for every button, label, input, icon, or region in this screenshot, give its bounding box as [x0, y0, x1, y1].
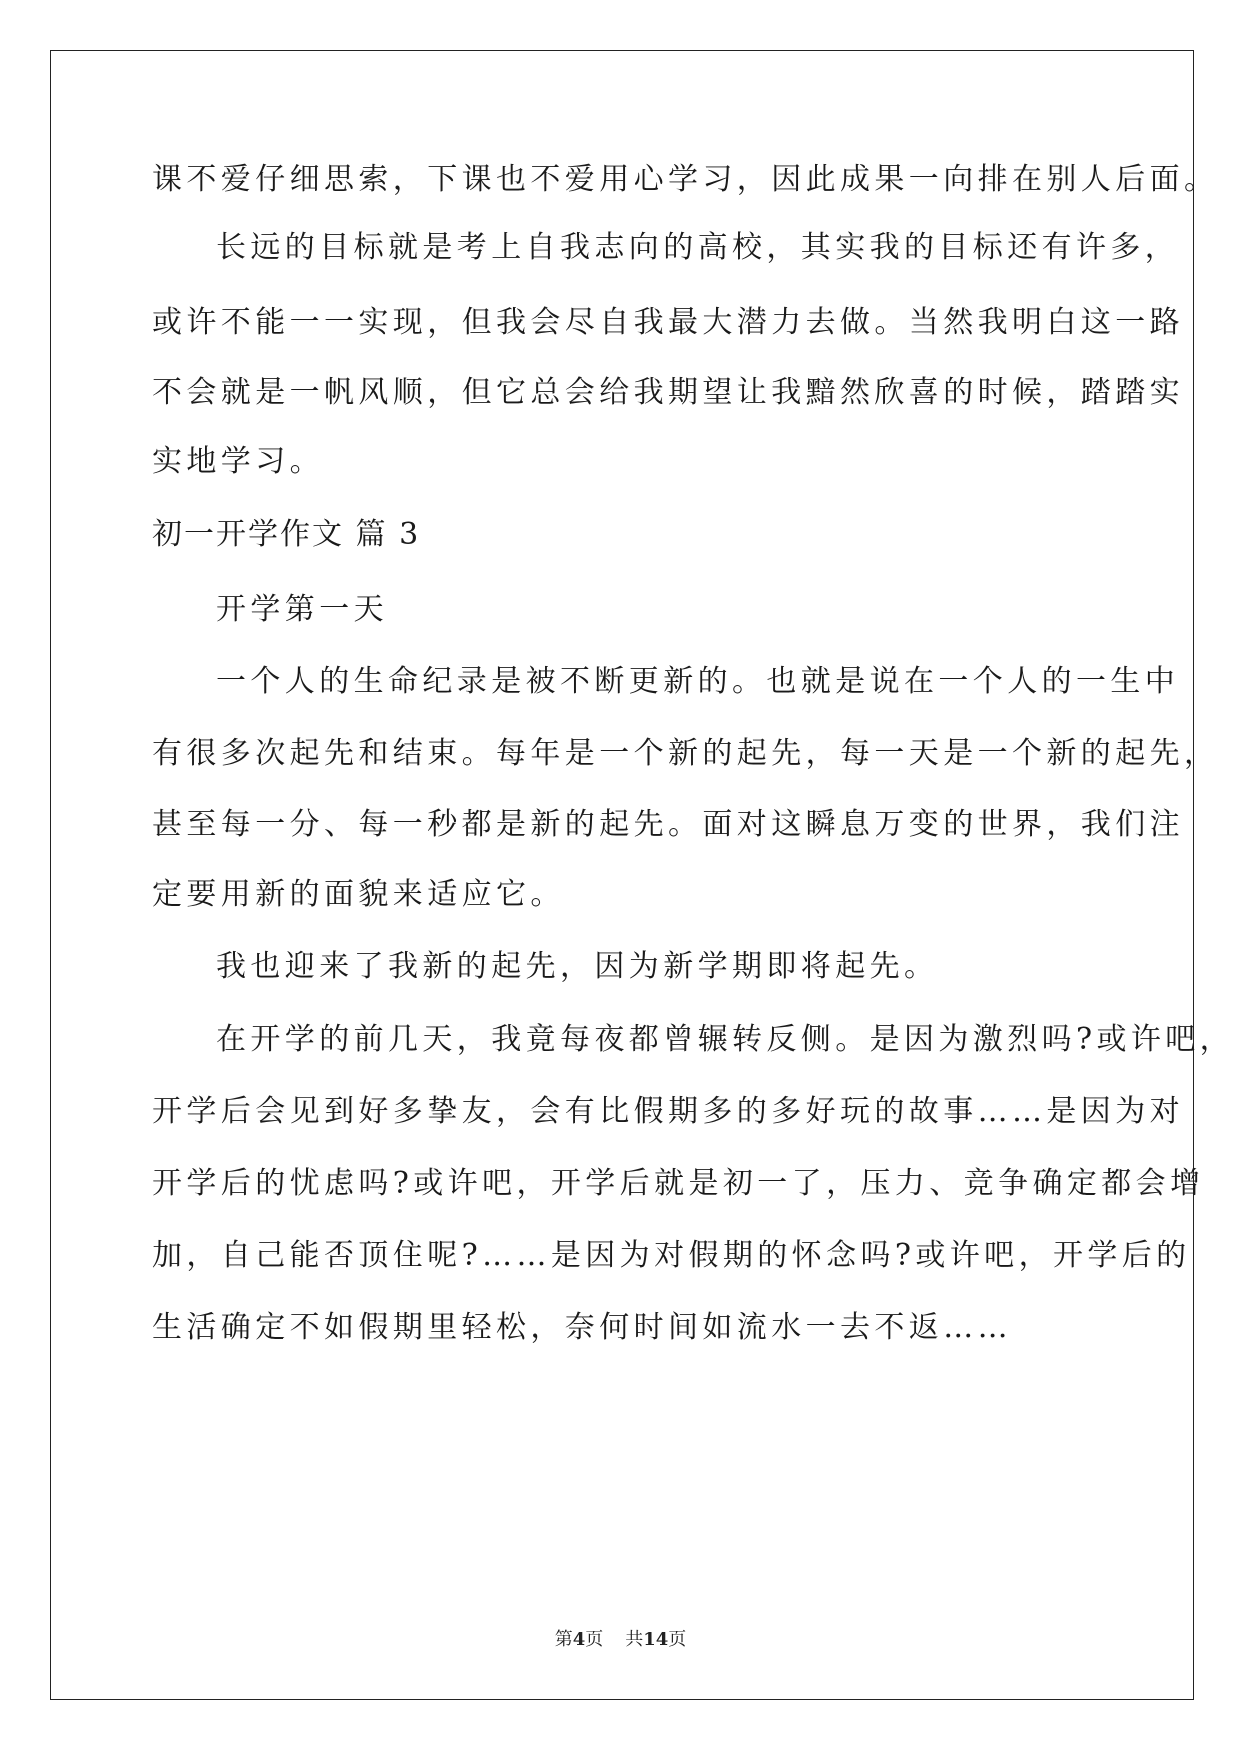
total-suffix: 页 — [668, 1629, 687, 1650]
page-current: 4 — [572, 1629, 586, 1650]
paragraph-start: 在开学的前几天，我竟每夜都曾辗转反侧。是因为激烈吗?或许吧， — [216, 1022, 1235, 1057]
page-total: 14 — [643, 1629, 669, 1650]
text-line: 有很多次起先和结束。每年是一个新的起先，每一天是一个新的起先， — [152, 736, 1219, 771]
text-line: 课不爱仔细思索，下课也不爱用心学习，因此成果一向排在别人后面。 — [152, 162, 1219, 197]
text-line: 甚至每一分、每一秒都是新的起先。面对这瞬息万变的世界，我们注 — [152, 807, 1184, 842]
section-heading: 初一开学作文 篇 3 — [152, 517, 421, 552]
text-line: 开学后的忧虑吗?或许吧，开学后就是初一了，压力、竞争确定都会增 — [152, 1166, 1205, 1201]
text-line: 开学后会见到好多挚友，会有比假期多的多好玩的故事……是因为对 — [152, 1094, 1184, 1129]
paragraph-start: 长远的目标就是考上自我志向的高校，其实我的目标还有许多， — [216, 230, 1180, 265]
text-line: 或许不能一一实现，但我会尽自我最大潜力去做。当然我明白这一路 — [152, 305, 1184, 340]
text-line: 加，自己能否顶住呢?……是因为对假期的怀念吗?或许吧，开学后的 — [152, 1238, 1191, 1273]
paragraph-start: 我也迎来了我新的起先，因为新学期即将起先。 — [216, 949, 939, 984]
page-footer — [0, 1625, 1241, 1651]
paragraph-start: 一个人的生命纪录是被不断更新的。也就是说在一个人的一生中 — [216, 664, 1180, 699]
page-prefix: 第 — [554, 1629, 573, 1650]
text-line: 生活确定不如假期里轻松，奈何时间如流水一去不返…… — [152, 1310, 1012, 1345]
page-suffix: 页 — [585, 1629, 604, 1650]
text-line: 不会就是一帆风顺，但它总会给我期望让我黯然欣喜的时候，踏踏实 — [152, 375, 1184, 410]
text-line: 实地学习。 — [152, 444, 324, 479]
essay-title: 开学第一天 — [216, 592, 388, 627]
total-prefix: 共 — [625, 1629, 644, 1650]
text-line: 定要用新的面貌来适应它。 — [152, 877, 565, 912]
